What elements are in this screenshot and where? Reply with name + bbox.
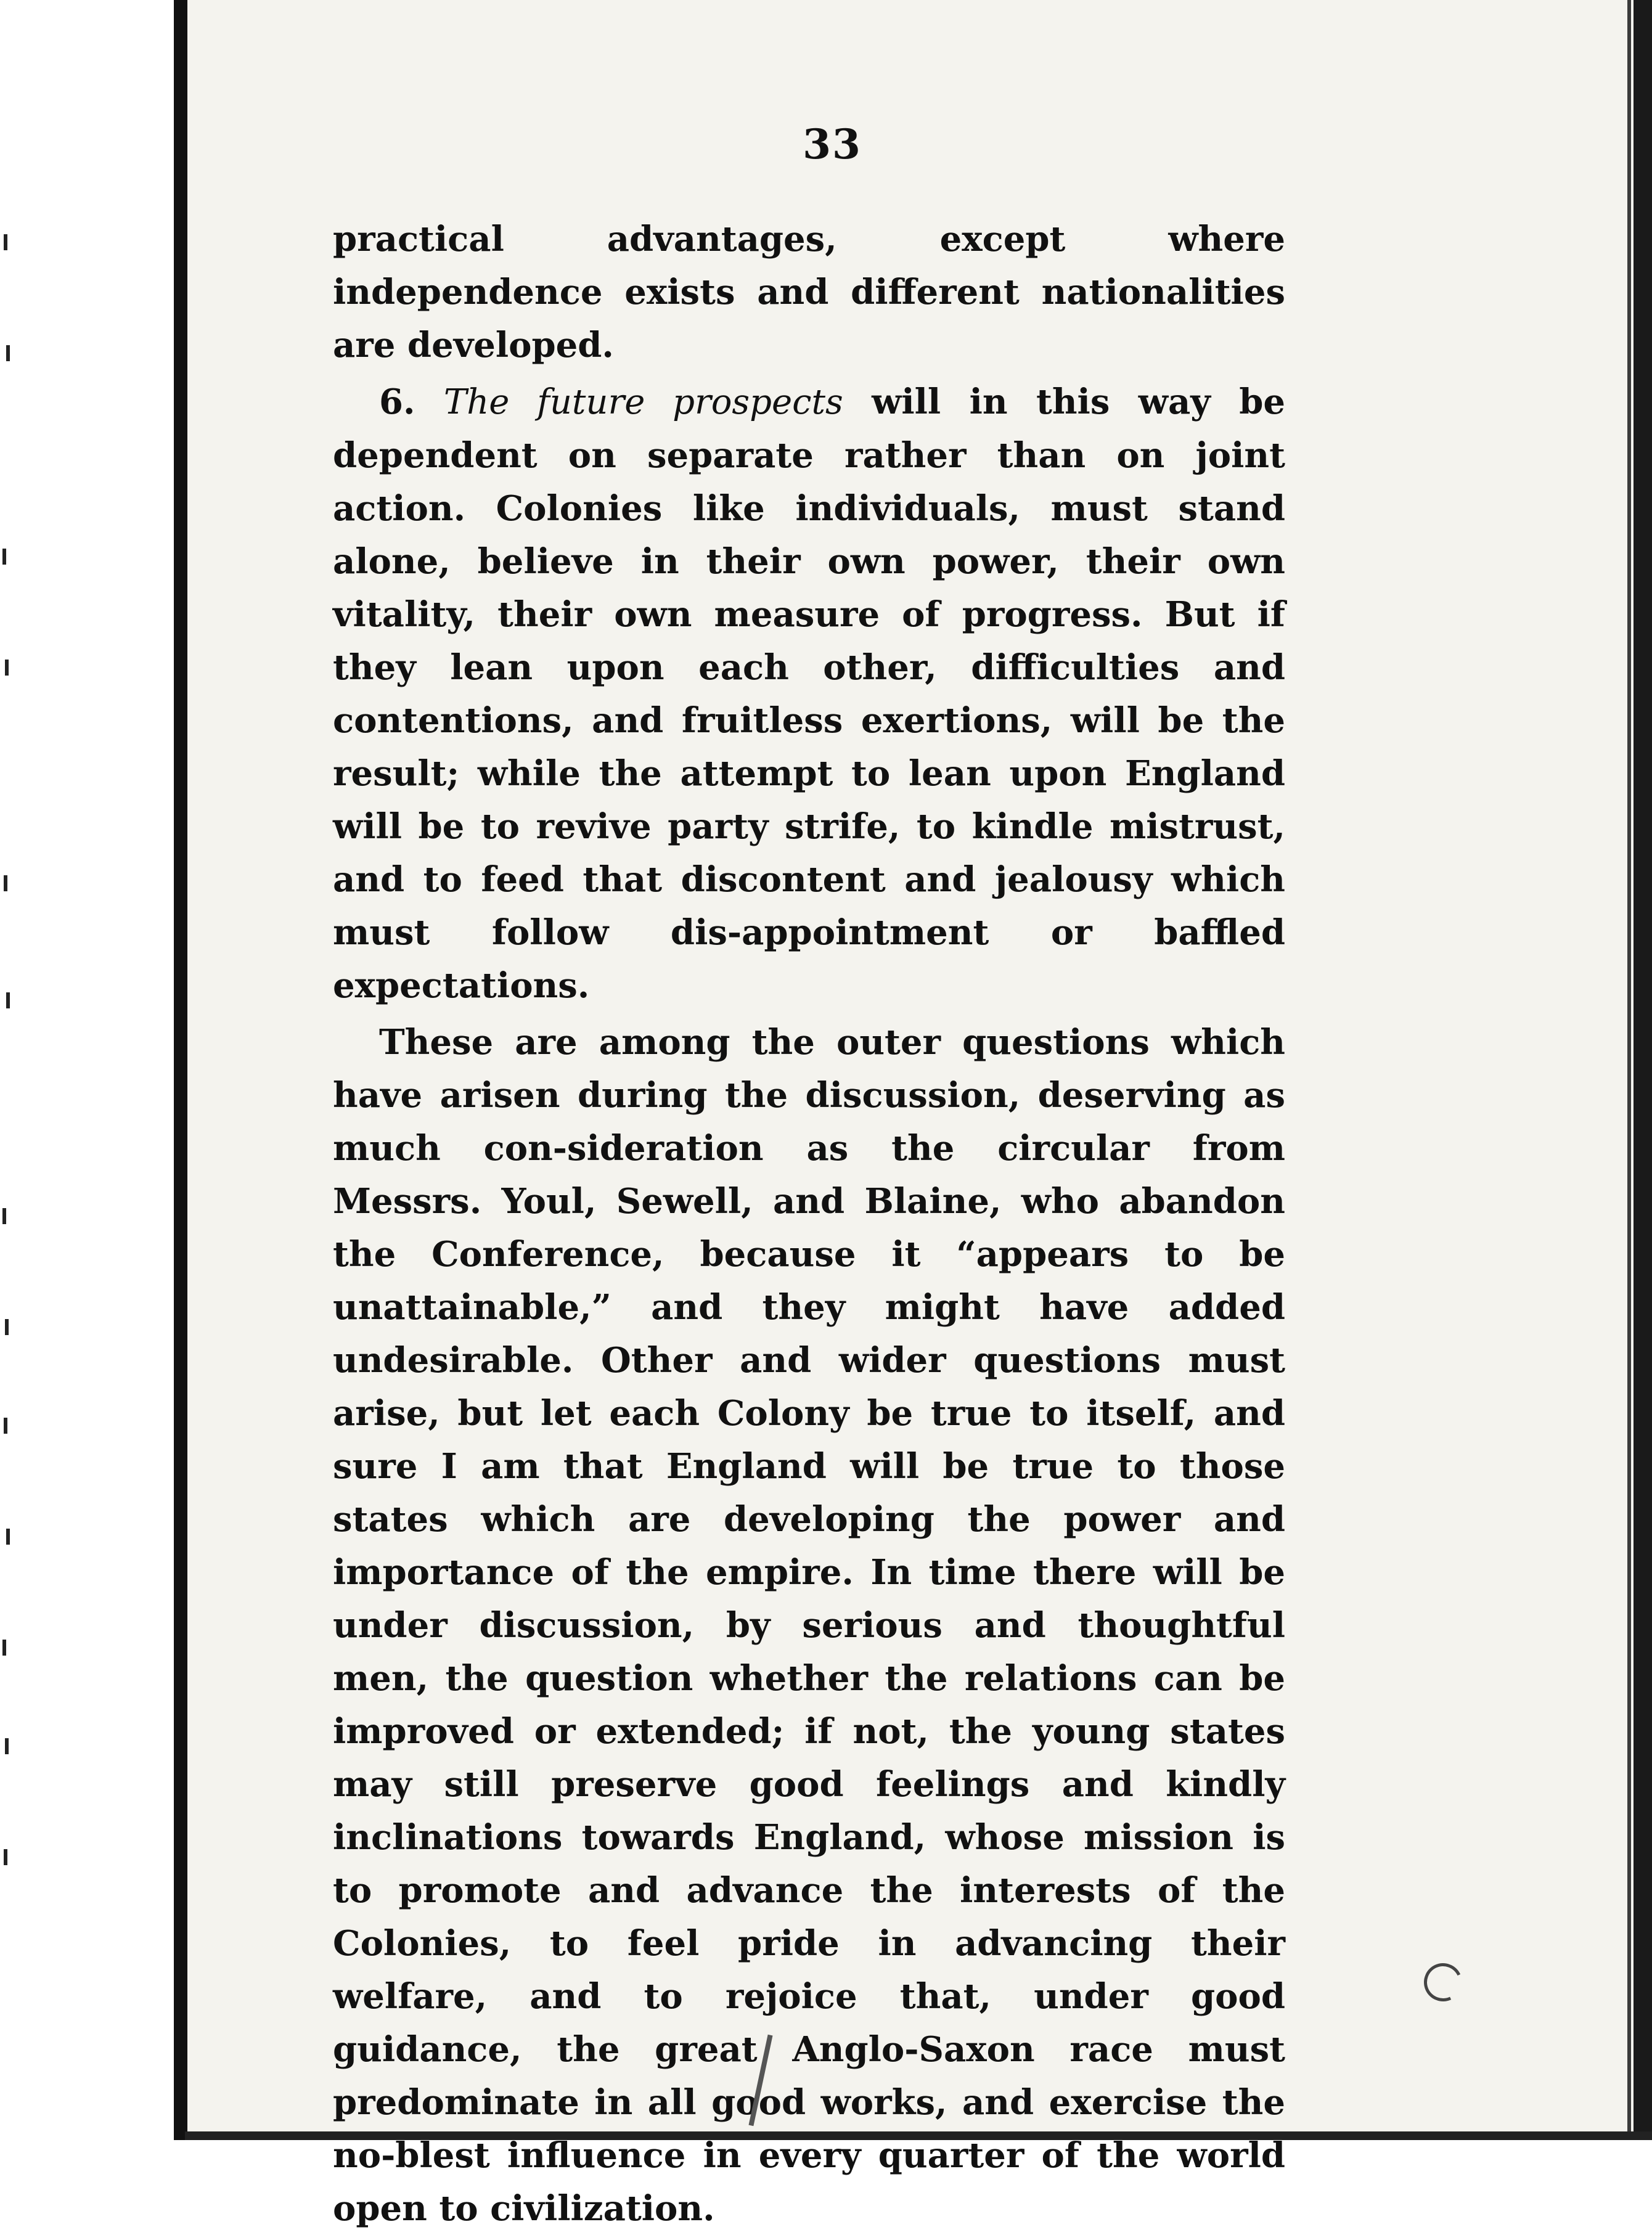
paragraph-1-text: practical advantages, except where independence exists and different nationalities are developed.: [333, 219, 1285, 366]
page-edge-line: [1627, 0, 1631, 2140]
left-page-margin: [0, 0, 185, 2140]
paragraph-2-italic-lead: The future prospects: [443, 382, 843, 422]
paragraph-3: [333, 1016, 1285, 2235]
paragraph-2-text: will in this way be dependent on separate rather than on joint action. Colonies like individuals, must stand alone, believe in their own power, their own vitality, their own measure of progress. But if they lean upon each other, difficulties and contentions, and fruitless exertions, will be the result; while the attempt to lean upon England will be to revive party strife, to kindle mistrust, and to feed that discontent and jealousy which must follow dis-appointment or baffled expectations.: [333, 382, 1285, 1006]
right-page-border: [1634, 0, 1652, 2140]
paragraph-2: [333, 375, 1285, 1012]
book-spine-edge: [174, 0, 187, 2140]
paragraph-2-number: 6.: [379, 382, 444, 422]
body-text: [333, 213, 1285, 2235]
paragraph-3-text: These are among the outer questions which have arisen during the discussion, deserving as much con-sideration as the circular from Messrs. Youl, Sewell, and Blaine, who abandon the Conference, because it “appears to be unattainable,” and they might have added undesirable. Other and wider questions must arise, but let each Colony be true to itself, and sure I am that England will be true to those states which are developing the power and importance of the empire. In time there will be under discussion, by serious and thoughtful men, the question whether the relations can be improved or extended; if not, the young states may still preserve good feelings and kindly inclinations towards England, whose mission is to promote and advance the interests of the Colonies, to feel pride in advancing their welfare, and to rejoice that, under good guidance, the great Anglo-Saxon race must predominate in all good works, and exercise the no-blest influence in every quarter of the world open to civilization.: [333, 1022, 1285, 2229]
page-number: 33: [803, 120, 862, 168]
paragraph-1: [333, 213, 1285, 372]
